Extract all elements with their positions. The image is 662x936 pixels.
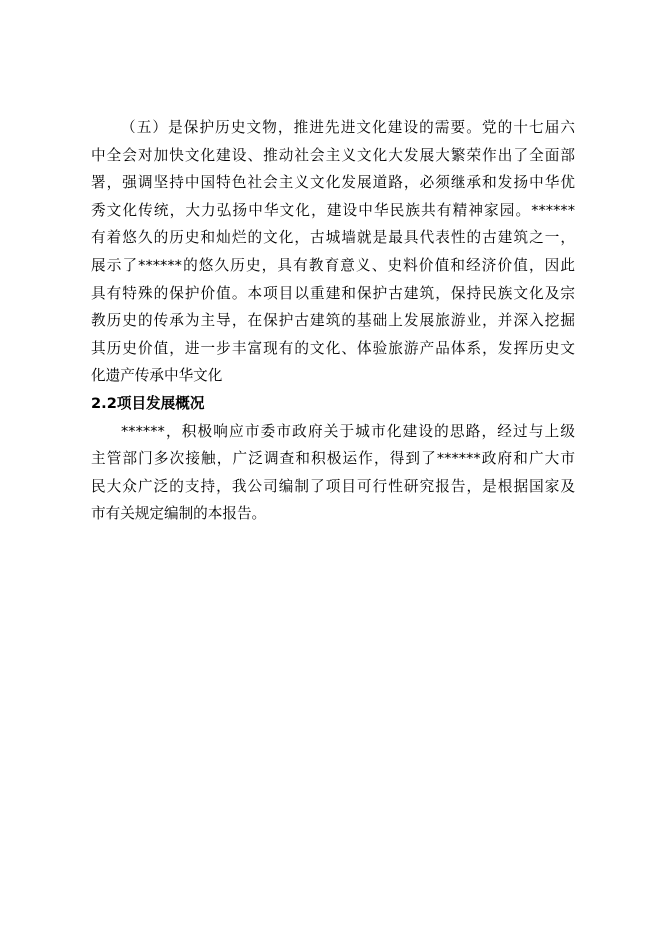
paragraph-line: 署，强调坚持中国特色社会主义文化发展道路，必须继承和发扬中华优 [91,174,575,192]
paragraph-line: 秀文化传统，大力弘扬中华文化，建设中华民族共有精神家园。****** [91,201,575,219]
paragraph-line: 展示了******的悠久历史，具有教育意义、史料价值和经济价值，因此 [91,256,575,274]
paragraph-line: 中全会对加快文化建设、推动社会主义文化大发展大繁荣作出了全面部 [91,146,575,164]
paragraph-line: （五）是保护历史文物，推进先进文化建设的需要。党的十七届六 [121,119,575,136]
paragraph-line: 化遗产传承中华文化 [91,367,223,385]
paragraph-protect-heritage [91,114,575,390]
paragraph-line: 市有关规定编制的本报告。 [91,505,267,523]
paragraph-project-overview [91,418,575,528]
paragraph-line: 有着悠久的历史和灿烂的文化，古城墙就是最具代表性的古建筑之一， [91,229,575,247]
paragraph-line: 具有特殊的保护价值。本项目以重建和保护古建筑，保持民族文化及宗 [91,284,575,302]
paragraph-line: ******，积极响应市委市政府关于城市化建设的思路，经过与上级 [121,422,575,440]
paragraph-line: 主管部门多次接触，广泛调查和积极运作，得到了******政府和广大市 [91,450,575,468]
paragraph-line: 教历史的传承为主导，在保护古建筑的基础上发展旅游业，并深入挖掘 [91,312,575,330]
section-heading: 2.2项目发展概况 [91,394,205,412]
paragraph-line: 民大众广泛的支持，我公司编制了项目可行性研究报告，是根据国家及 [91,477,575,495]
document-body [91,114,575,528]
paragraph-line: 其历史价值，进一步丰富现有的文化、体验旅游产品体系，发挥历史文 [91,339,575,357]
